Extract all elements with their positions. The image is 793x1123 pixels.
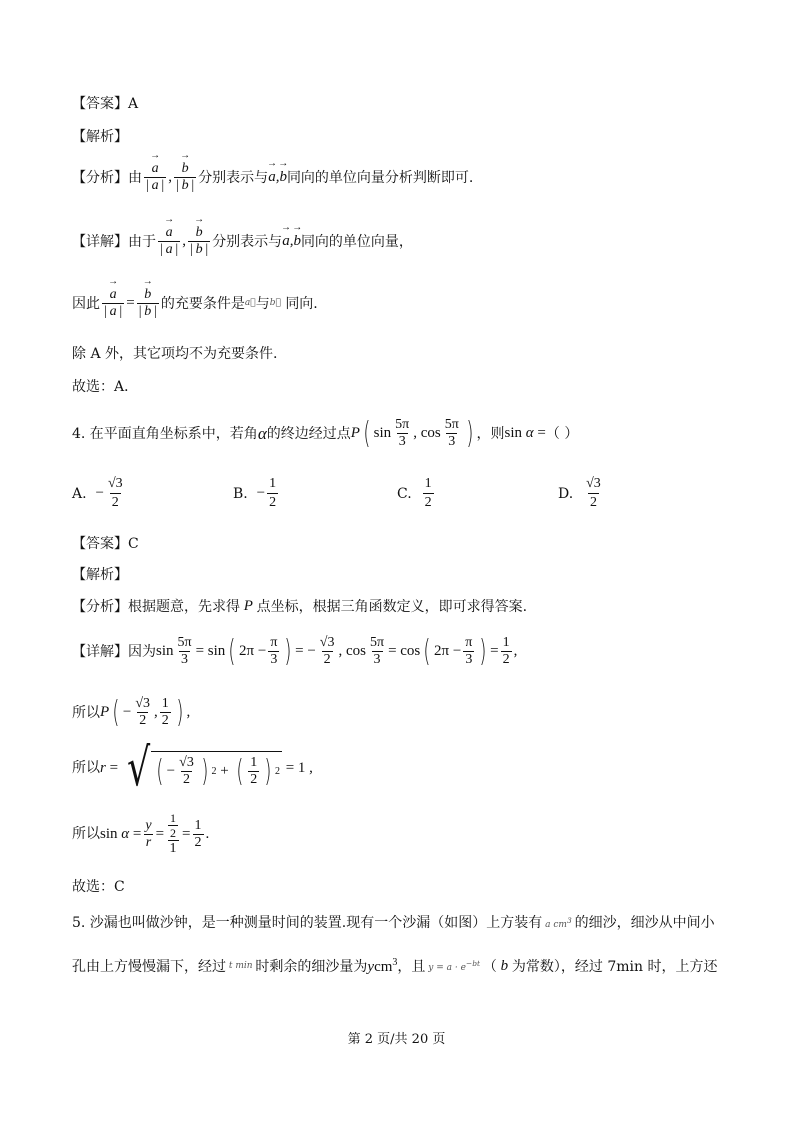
- q4-option-a: [72, 476, 127, 511]
- unit-vector-b: → $\frac{b}{| b |}$: [174, 162, 196, 193]
- q3-fenxi-end: 同向的单位向量分析判断即可.: [286, 169, 474, 186]
- q3-therefore-with: 与: [255, 295, 270, 312]
- unit-vector-b-2: → $\frac{b}{| b |}$: [188, 226, 210, 257]
- option-c-num: 1: [424, 476, 432, 491]
- fenxi-label: 【分析】: [72, 169, 128, 186]
- eq-unit-a: → $\frac{a}{| a |}$: [102, 288, 124, 319]
- option-d-den: 2: [589, 495, 597, 510]
- q3-therefore-line: 因此 → $\frac{a}{| a |}$ = → $\frac{b}{| b |}$ 的充要条件是 a⃗ 与 b⃗ 同向.: [72, 288, 318, 319]
- option-a-num: √3: [107, 476, 123, 491]
- q4-option-c: [397, 476, 436, 511]
- q3-therefore-mid: 的充要条件是: [160, 295, 245, 312]
- q5-line1-pre: 5. 沙漏也叫做沙钟，是一种测量时间的装置.现有一个沙漏（如图）上方装有: [72, 915, 543, 931]
- so-label-3: 所以: [72, 826, 100, 842]
- page-footer: 第 2 页/共 20 页: [347, 1032, 446, 1047]
- q4-detail-pre: 因为: [128, 643, 156, 660]
- q4-fenxi-post: 点坐标，根据三角函数定义，即可求得答案.: [256, 598, 528, 615]
- q5-line1-post: 的细沙，细沙从中间小: [574, 915, 715, 931]
- option-c-den: 2: [424, 495, 432, 510]
- option-c-label: C.: [397, 485, 412, 502]
- q3-answer-line: [72, 97, 138, 111]
- q4-stem-mid: 的终边经过点: [266, 425, 351, 442]
- q3-choice-line: [72, 380, 138, 394]
- eq-unit-b: → $\frac{b}{| b |}$: [137, 288, 159, 319]
- q4-option-b: [233, 476, 280, 511]
- q4-stem-then: ，则: [476, 425, 505, 442]
- q3-choice-text: 故选：A．: [72, 379, 139, 395]
- q4-choice-line: [72, 880, 125, 894]
- q4-so-sin-line: 所以 sin α = $\frac{y}{r}$ = $\frac{\frac{1}{2}}{1}$ = $\frac{1}{2}$ .: [72, 811, 210, 856]
- analysis-label-2: 【解析】: [72, 567, 128, 583]
- q3-detail-pre: 由于: [128, 233, 156, 250]
- q4-stem-pre: 4. 在平面直角坐标系中，若角: [72, 425, 258, 442]
- q5-line2-mid: 时剩余的细沙量为: [255, 958, 368, 975]
- q3-analysis-heading: [72, 130, 128, 144]
- answer-label: 【答案】: [72, 96, 128, 112]
- option-a-label: A.: [72, 485, 87, 502]
- q4-detail-line: 【详解】 因为 sin $\frac{5\pi}{3}$ = sin ( 2π − $\frac{\pi}{3}$ ) = − $\frac{√3}{2}$ , cos $\frac{5\pi}{3}$ = cos ( 2π − $\frac{\pi}{3}$ ) = $\frac{1}{2}$ ,: [72, 633, 518, 669]
- q3-answer-value: A: [128, 96, 139, 112]
- q4-answer-value: C: [128, 536, 139, 552]
- option-b-label: B.: [233, 485, 248, 502]
- q3-fenxi-post: 分别表示与: [198, 169, 269, 186]
- q4-option-d: [558, 476, 605, 511]
- q3-therefore-end: 同向.: [285, 295, 318, 312]
- so-label-1: 所以: [72, 704, 100, 721]
- q5-line2-then: ，且: [397, 958, 426, 975]
- q4-fenxi-pre: 根据题意，先求得: [128, 598, 240, 615]
- fenxi-label-2: 【分析】: [72, 598, 128, 615]
- q3-except-line: [72, 347, 277, 361]
- q3-therefore-pre: 因此: [72, 295, 100, 312]
- option-d-num: √3: [586, 476, 601, 491]
- q4-fenxi-line: 【分析】 根据题意，先求得 P 点坐标，根据三角函数定义，即可求得答案.: [72, 598, 528, 615]
- so-label-2: 所以: [72, 760, 100, 777]
- q3-except-text: 除 A 外，其它项均不为充要条件.: [72, 346, 278, 362]
- q4-analysis-heading: [72, 568, 128, 582]
- q5-line-2: 孔由上方慢慢漏下，经过 t min 时剩余的细沙量为 ycm$^3$ ，且 $y = a \cdot e^{-bt}$ （ b 为常数），经过 7min 时，上方还: [72, 957, 718, 975]
- analysis-label: 【解析】: [72, 129, 128, 145]
- q3-fenxi-line: 【分析】 由 → $\frac{a}{| a |}$ , → $\frac{b}{| b |}$ 分别表示与 → a,→ b 同向的单位向量分析判断即可.: [72, 162, 473, 193]
- q5-line2-const-mid: 为常数），经过 7min 时，上方还: [511, 958, 718, 975]
- q4-stem: 4. 在平面直角坐标系中，若角 α 的终边经过点 P ( sin $\frac{5\pi}{3}$ , cos $\frac{5\pi}{3}$ ) ，则 sin α = （ ）: [72, 415, 579, 451]
- option-b-den: 2: [269, 495, 277, 510]
- detail-label-2: 【详解】: [72, 643, 128, 660]
- unit-vector-a: → $\frac{a}{| a |}$: [144, 162, 166, 193]
- answer-label-2: 【答案】: [72, 536, 128, 552]
- q5-line2-const: （: [482, 958, 497, 975]
- q5-line2-pre: 孔由上方慢慢漏下，经过: [72, 958, 226, 975]
- q5-line-1: 5. 沙漏也叫做沙钟，是一种测量时间的装置.现有一个沙漏（如图）上方装有 a $cm^3$ 的细沙，细沙从中间小: [72, 915, 715, 931]
- q4-choice-text: 故选：C: [72, 879, 125, 895]
- option-b-sign: −: [256, 485, 266, 501]
- q3-detail-post: 分别表示与: [212, 233, 283, 250]
- q4-answer-line: [72, 537, 139, 551]
- option-a-sign: −: [95, 485, 104, 501]
- detail-label: 【详解】: [72, 233, 128, 250]
- q3-fenxi-pre: 由: [128, 169, 142, 186]
- q3-detail-end: 同向的单位向量，: [300, 233, 413, 250]
- option-a-den: 2: [111, 495, 119, 510]
- option-b-num: 1: [269, 476, 277, 491]
- q4-so-r-line: 所以 r = √ ( − $\frac{√3}{2}$ ) 2 + ( $\frac{1}{2}$ ) 2 = 1 ,: [72, 738, 313, 798]
- unit-vector-a-2: → $\frac{a}{| a |}$: [158, 226, 180, 257]
- option-d-label: D.: [558, 485, 574, 502]
- q4-stem-end: （ ）: [545, 425, 579, 442]
- q3-detail-line: 【详解】 由于 → $\frac{a}{| a |}$ , → $\frac{b}{| b |}$ 分别表示与 → a,→ b 同向的单位向量，: [72, 226, 413, 257]
- q4-so-p-line: 所以 P ( − $\frac{√3}{2}$ , $\frac{1}{2}$ ) ,: [72, 694, 191, 730]
